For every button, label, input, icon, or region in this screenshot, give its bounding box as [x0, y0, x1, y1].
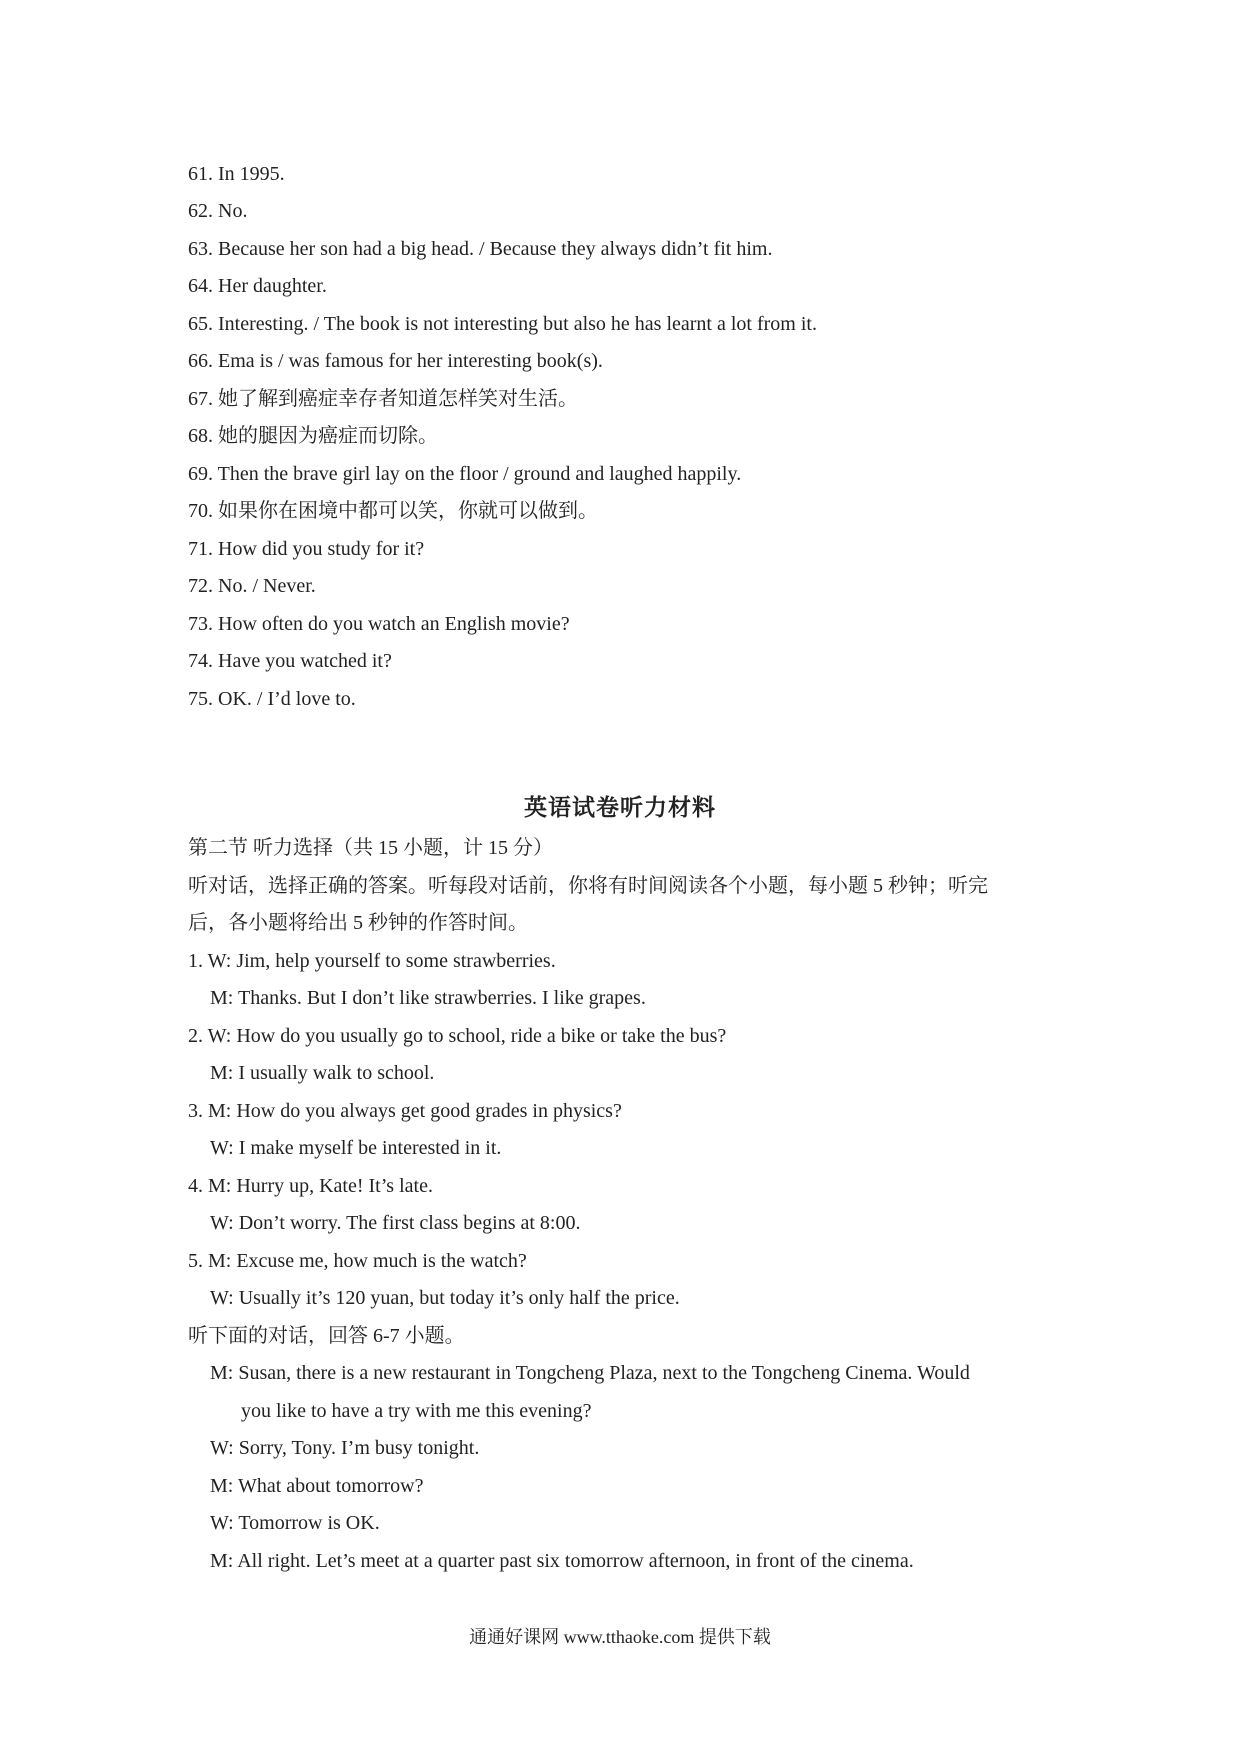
answer-66: 66. Ema is / was famous for her interesting book(s). [188, 350, 603, 372]
page-footer: 通通好课网 www.tthaoke.com 提供下载 [469, 1627, 771, 1647]
section-heading: 第二节 听力选择（共 15 小题，计 15 分） [188, 837, 553, 859]
dialogue-6-7-intro: 听下面的对话，回答 6-7 小题。 [188, 1325, 465, 1347]
answer-63: 63. Because her son had a big head. / Because they always didn’t fit him. [188, 238, 773, 260]
answer-72: 72. No. / Never. [188, 575, 316, 597]
dialogue-6-7-w1: W: Sorry, Tony. I’m busy tonight. [210, 1437, 480, 1459]
dialogue-3-w: W: I make myself be interested in it. [210, 1137, 502, 1159]
answer-64: 64. Her daughter. [188, 275, 327, 297]
dialogue-5-w: W: Usually it’s 120 yuan, but today it’s only half the price. [210, 1287, 680, 1309]
dialogue-2-m: M: I usually walk to school. [210, 1062, 435, 1084]
dialogue-1-m: M: Thanks. But I don’t like strawberries. I like grapes. [210, 987, 646, 1009]
instruction-line-1: 听对话，选择正确的答案。听每段对话前，你将有时间阅读各个小题，每小题 5 秒钟；听完 [188, 875, 988, 897]
dialogue-3-m: 3. M: How do you always get good grades in physics? [188, 1100, 622, 1122]
answer-67: 67. 她了解到癌症幸存者知道怎样笑对生活。 [188, 388, 578, 410]
dialogue-4-w: W: Don’t worry. The first class begins at 8:00. [210, 1212, 581, 1234]
dialogue-6-7-m2: M: What about tomorrow? [210, 1475, 424, 1497]
dialogue-6-7-m1-cont: you like to have a try with me this evening? [241, 1400, 592, 1422]
dialogue-2-w: 2. W: How do you usually go to school, ride a bike or take the bus? [188, 1025, 727, 1047]
answer-71: 71. How did you study for it? [188, 538, 425, 560]
answer-75: 75. OK. / I’d love to. [188, 688, 356, 710]
answer-65: 65. Interesting. / The book is not interesting but also he has learnt a lot from it. [188, 313, 817, 335]
answer-62: 62. No. [188, 200, 248, 222]
listening-title: 英语试卷听力材料 [524, 795, 716, 820]
answer-70: 70. 如果你在困境中都可以笑，你就可以做到。 [188, 500, 598, 522]
answer-69: 69. Then the brave girl lay on the floor / ground and laughed happily. [188, 463, 742, 485]
answer-61: 61. In 1995. [188, 163, 285, 185]
dialogue-5-m: 5. M: Excuse me, how much is the watch? [188, 1250, 527, 1272]
dialogue-1-w: 1. W: Jim, help yourself to some strawberries. [188, 950, 556, 972]
dialogue-6-7-w2: W: Tomorrow is OK. [210, 1512, 380, 1534]
dialogue-4-m: 4. M: Hurry up, Kate! It’s late. [188, 1175, 433, 1197]
answer-74: 74. Have you watched it? [188, 650, 392, 672]
answer-73: 73. How often do you watch an English movie? [188, 613, 570, 635]
dialogue-6-7-m1: M: Susan, there is a new restaurant in Tongcheng Plaza, next to the Tongcheng Cinema. Would [210, 1362, 970, 1384]
dialogue-6-7-m3: M: All right. Let’s meet at a quarter past six tomorrow afternoon, in front of the cinema. [210, 1550, 914, 1572]
answer-68: 68. 她的腿因为癌症而切除。 [188, 425, 438, 447]
instruction-line-2: 后，各小题将给出 5 秒钟的作答时间。 [188, 912, 528, 934]
